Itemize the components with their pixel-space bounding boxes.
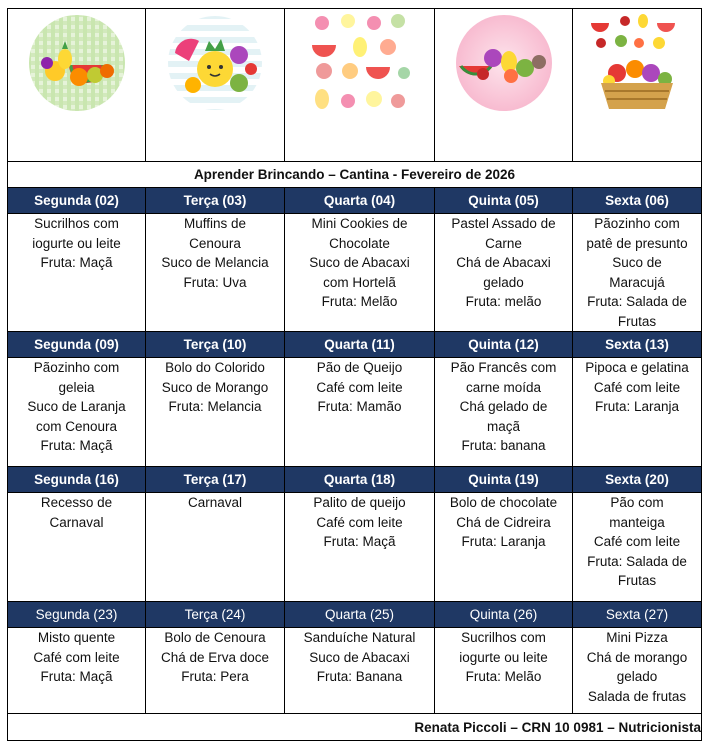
day-header: Segunda (09) [8,332,146,358]
day-header: Segunda (16) [8,467,146,493]
menu-line: Misto quente [37,630,116,645]
menu-line: Fruta: Maçã [40,438,113,453]
menu-cell [146,358,285,467]
menu-line: Fruta: Mamão [317,399,402,414]
fruits-striped-circle-icon [165,13,265,113]
menu-line: Fruta: Uva [183,274,247,290]
day-header: Terça (10) [146,332,285,358]
menu-line: Cenoura [189,235,241,251]
menu-line: manteiga [609,514,665,530]
menu-line: Suco de Abacaxi [309,255,410,270]
menu-line: Carnaval [49,514,104,530]
menu-cell [285,214,435,332]
menu-line: Fruta: Melão [321,294,398,309]
menu-line: Sucrilhos com [34,216,119,231]
menu-row [8,628,702,714]
menu-line: Pão com [610,495,664,510]
menu-line: Pãozinho com [33,360,120,375]
menu-line: Suco de Laranja [27,399,126,414]
menu-line: Frutas [617,313,657,329]
day-header: Terça (03) [146,188,285,214]
image-cell-2 [146,9,285,162]
day-header: Terça (17) [146,467,285,493]
menu-cell [573,358,702,467]
menu-line: geleia [58,379,95,395]
day-header: Quinta (12) [435,332,573,358]
menu-line: Frutas [617,573,657,588]
kawaii-fruit-pattern-icon [308,11,412,115]
menu-line: Fruta: Salada de [587,294,687,309]
image-cell-3 [285,9,435,162]
menu-line: Fruta: Melão [465,669,542,684]
menu-cell [146,493,285,602]
menu-line: carne moída [465,379,542,395]
menu-cell [573,493,702,602]
image-cell-5 [573,9,702,162]
menu-line: com Hortelã [323,274,396,290]
day-header: Sexta (27) [573,602,702,628]
menu-line: Café com leite [316,379,403,395]
menu-line: Chá de Abacaxi [456,255,551,270]
fruits-gingham-circle-icon [27,13,127,113]
menu-cell [435,628,573,714]
menu-cell [8,358,146,467]
menu-cell [573,214,702,332]
day-header-row [8,332,702,358]
menu-line: Muffins de [183,216,247,231]
day-header: Sexta (06) [573,188,702,214]
menu-line: Fruta: Maçã [40,669,113,684]
menu-line: Maracujá [609,274,665,290]
day-header: Quarta (04) [285,188,435,214]
menu-line: gelado [616,669,658,684]
menu-line: Salada de frutas [587,688,687,704]
menu-line: Chá de Erva doce [160,649,270,665]
day-header: Segunda (23) [8,602,146,628]
menu-line: Recesso de [40,495,113,510]
menu-line: Fruta: Maçã [323,534,396,549]
day-header: Terça (24) [146,602,285,628]
menu-line: Café com leite [593,534,681,549]
day-header: Quarta (11) [285,332,435,358]
image-cell-4 [435,9,573,162]
menu-line: Carne [485,235,522,251]
menu-line: Café com leite [593,379,681,395]
fruit-basket-icon [587,11,687,115]
day-header-row [8,188,702,214]
day-header: Sexta (13) [573,332,702,358]
fruits-pink-circle-icon [453,12,555,114]
menu-line: Pão Francês com [450,360,557,375]
menu-line: iogurte ou leite [459,649,548,665]
menu-line: gelado [483,274,524,290]
menu-line: Fruta: melão [465,294,542,309]
image-cell-1 [8,9,146,162]
menu-row [8,214,702,332]
menu-line: Carnaval [187,495,243,510]
day-header: Quarta (18) [285,467,435,493]
menu-line: Sucrilhos com [461,630,546,645]
menu-line: Fruta: Melancia [168,399,262,414]
menu-row [8,358,702,467]
menu-cell [8,214,146,332]
image-row [8,9,702,162]
menu-line: Fruta: Pera [181,669,249,684]
day-header-row [8,602,702,628]
menu-cell [146,214,285,332]
menu-line: Pãozinho com [594,216,680,231]
menu-line: Palito de queijo [313,495,406,510]
menu-line: Fruta: Salada de [587,553,687,569]
menu-cell [435,214,573,332]
menu-line: Suco de [612,255,662,270]
menu-line: Fruta: banana [461,438,546,453]
menu-line: Fruta: Banana [316,669,403,684]
day-header: Quinta (19) [435,467,573,493]
menu-row [8,493,702,602]
menu-title: Aprender Brincando – Cantina - Fevereiro de 2026 [8,162,702,188]
menu-cell [146,628,285,714]
menu-line: Fruta: Maçã [40,255,113,270]
day-header: Quinta (05) [435,188,573,214]
menu-cell [8,493,146,602]
menu-line: Bolo do Colorido [165,360,265,375]
day-header: Segunda (02) [8,188,146,214]
menu-line: Pastel Assado de [451,216,556,231]
menu-line: Suco de Melancia [161,255,269,270]
menu-line: iogurte ou leite [32,235,121,251]
menu-line: Mini Cookies de [311,216,408,231]
menu-line: Mini Pizza [606,630,668,645]
menu-line: Suco de Morango [161,379,269,395]
menu-line: Fruta: Laranja [461,534,546,549]
menu-line: Bolo de chocolate [449,495,558,510]
menu-line: Chá de morango [586,649,688,665]
menu-line: Pão de Queijo [316,360,403,375]
menu-line: Chá gelado de [459,399,548,414]
menu-cell [435,358,573,467]
menu-line: Chá de Cidreira [456,514,551,530]
menu-line: Sanduíche Natural [303,630,416,645]
menu-line: maçã [486,418,520,434]
menu-line: Fruta: Laranja [594,399,680,414]
day-header: Sexta (20) [573,467,702,493]
day-header-row [8,467,702,493]
day-header: Quinta (26) [435,602,573,628]
menu-cell [285,358,435,467]
menu-line: Chocolate [329,235,390,251]
menu-cell [573,628,702,714]
menu-cell [8,628,146,714]
menu-line: patê de presunto [586,235,688,251]
nutritionist-credit: Renata Piccoli – CRN 10 0981 – Nutricionista [8,714,702,741]
title-row [8,162,702,188]
menu-line: Café com leite [33,649,120,665]
menu-line: Bolo de Cenoura [164,630,266,645]
menu-line: Pipoca e gelatina [585,360,689,375]
menu-cell [285,493,435,602]
menu-line: com Cenoura [35,418,118,434]
menu-cell [435,493,573,602]
footer-row [8,714,702,741]
menu-cell [285,628,435,714]
menu-line: Suco de Abacaxi [309,649,410,665]
menu-line: Café com leite [316,514,403,530]
lunch-menu-table [7,8,702,741]
day-header: Quarta (25) [285,602,435,628]
